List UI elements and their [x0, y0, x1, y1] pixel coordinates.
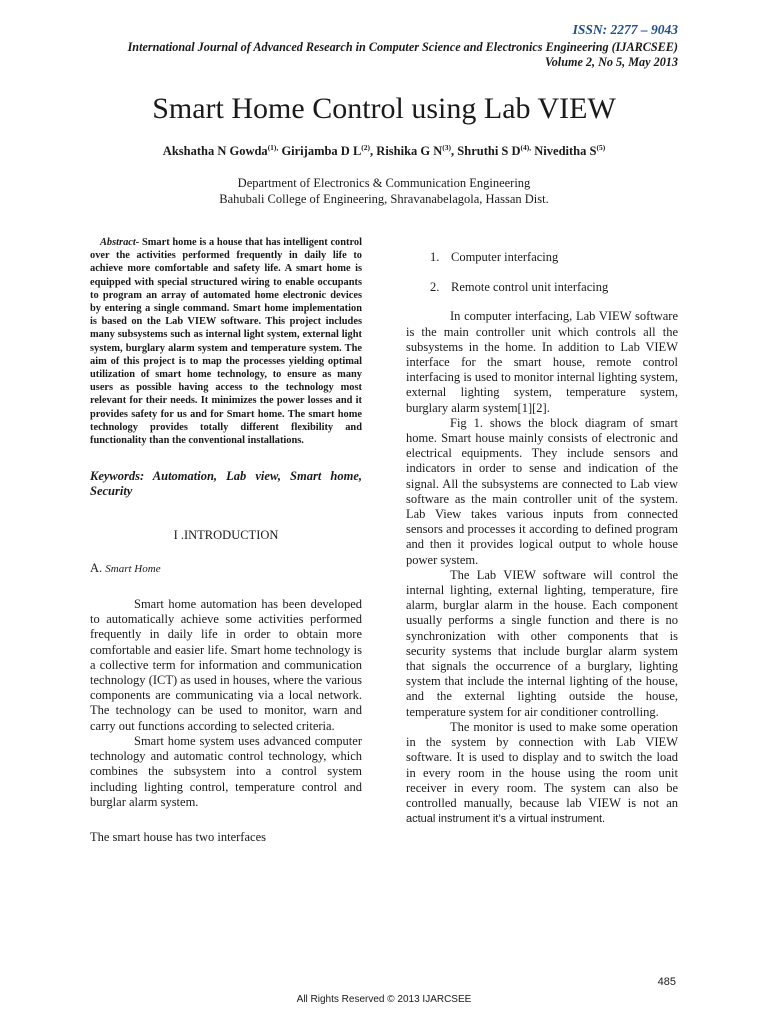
left-column [90, 236, 362, 845]
body-paragraph-3: The Lab VIEW software will control the internal lighting, external lighting, temperature, fire alarm, burglar alarm in the house. Each component usually performs a single function and there is no synchronization with other components that is security systems that include burglar alarm system that signals the occurrence of a burglary, lighting system that include the internal lighting of the house, and the external lighting outside the house, temperature system for air conditioner controlling. [406, 567, 678, 719]
author-affil-mark: (2) [361, 143, 371, 152]
author-list [0, 143, 768, 159]
body-paragraph-1: In computer interfacing, Lab VIEW software is the main controller unit which controls all the subsystems in the home. In addition to Lab VIEW interface for the smart house, remote control interfacing is used to monitor internal lighting system, external lighting system, temperature system, burglary alarm system[1][2]. [406, 309, 678, 415]
body-paragraph-2: Fig 1. shows the block diagram of smart home. Smart house mainly consists of electronic and electrical equipments. They include sensors and indicators in order to sense and indication of the signal. All the subsystems are connected to Lab view software as the main controller unit of the system. Lab View takes various inputs from connected sensors and processes it according to defined program and then it provides logical output to whole house power system. [406, 415, 678, 567]
interface-list [406, 250, 678, 295]
author-name: Shruthi S D [457, 144, 521, 158]
affiliation [0, 176, 768, 207]
keywords: Keywords: Automation, Lab view, Smart home, Security [90, 469, 362, 499]
footer-copyright: All Rights Reserved © 2013 IJARCSEE [296, 994, 472, 1005]
page-number: 485 [657, 976, 676, 988]
subsection-title: Smart Home [105, 562, 161, 575]
section-heading: I .INTRODUCTION [173, 527, 279, 542]
subsection-heading [90, 561, 362, 577]
author-affil-mark: (5) [596, 143, 606, 152]
list-item-number: 1. [430, 250, 440, 264]
body-paragraph-4-tail: actual instrument it’s a virtual instrument. [406, 813, 606, 826]
list-item-number: 2. [430, 279, 440, 294]
journal-header [70, 40, 678, 69]
subsection-letter: A. [90, 560, 103, 575]
author-affil-mark: (1) [267, 143, 277, 152]
intro-paragraph-1: Smart home automation has been developed to automatically achieve some activities performed frequently in daily life in order to obtain more comfortable and easier life. Smart home technology is a collective term for information and communication technology (ICT) as used in houses, where the various components are communicating via a local network. The technology can be used to monitor, warn and carry out functions according to selected criteria. [90, 597, 362, 733]
author-separator: , [451, 144, 455, 158]
list-item [430, 250, 678, 265]
intro-paragraph-2: Smart home system uses advanced computer technology and automatic control technology, which combines the subsystem into a control system including lighting control, temperature control and burglar alarm system. [90, 733, 362, 809]
affiliation-college: Bahubali College of Engineering, Shravanabelagola, Hassan Dist. [219, 191, 549, 206]
author-affil-mark: (3) [442, 143, 452, 152]
author-separator: , [370, 144, 374, 158]
journal-volume: Volume 2, No 5, May 2013 [544, 54, 678, 69]
author-name: Rishika G N [376, 144, 443, 158]
abstract [90, 236, 362, 447]
abstract-label: Abstract- [100, 237, 140, 248]
body-paragraph-4-text: The monitor is used to make some operation in the system by connection with Lab VIEW software. It is used to display and to switch the load in every room in the house using the room unit receiver in every room. The system can also be controlled manually, because lab VIEW is not an [406, 719, 678, 810]
list-item-text: Remote control unit interfacing [451, 279, 609, 294]
journal-name: International Journal of Advanced Research in Computer Science and Electronics Engineering (IJARCSEE) [127, 40, 678, 54]
intro-paragraph-3: The smart house has two interfaces [90, 829, 266, 844]
right-column [406, 250, 678, 827]
paper-title: Smart Home Control using Lab VIEW [152, 92, 616, 125]
list-item [430, 280, 678, 295]
abstract-text: Smart home is a house that has intelligent control over the activities performed frequently in daily life to achieve more comfortable and safety life. A smart home is equipped with special structured wiring to enable occupants to program an array of automated home electronic devices by entering a single command. Smart home implementation is based on the Lab VIEW software. This project includes many subsystems such as internal light system, external light system, burglary alarm system and temperature system. The aim of this project is to map the processes yielding optimal utilization of smart home technology, to ensure as many users as possible having access to the technology most relevant for their needs. It minimizes the power losses and it provides safety for us and for Smart home. The smart home technology provides totally different flexibility and functionality than the conventional installations. [90, 237, 362, 447]
author-separator: , [529, 143, 532, 152]
author-affil-mark: (4) [520, 143, 530, 152]
author-name: Girijamba D L [281, 144, 362, 158]
body-paragraph-4 [406, 720, 678, 827]
author-name: Akshatha N Gowda [162, 144, 268, 158]
affiliation-department: Department of Electronics & Communication Engineering [237, 176, 531, 190]
author-separator: , [276, 143, 279, 152]
author-name: Niveditha S [534, 144, 597, 158]
issn-label: ISSN: 2277 – 9043 [572, 22, 678, 37]
list-item-text: Computer interfacing [451, 250, 559, 264]
